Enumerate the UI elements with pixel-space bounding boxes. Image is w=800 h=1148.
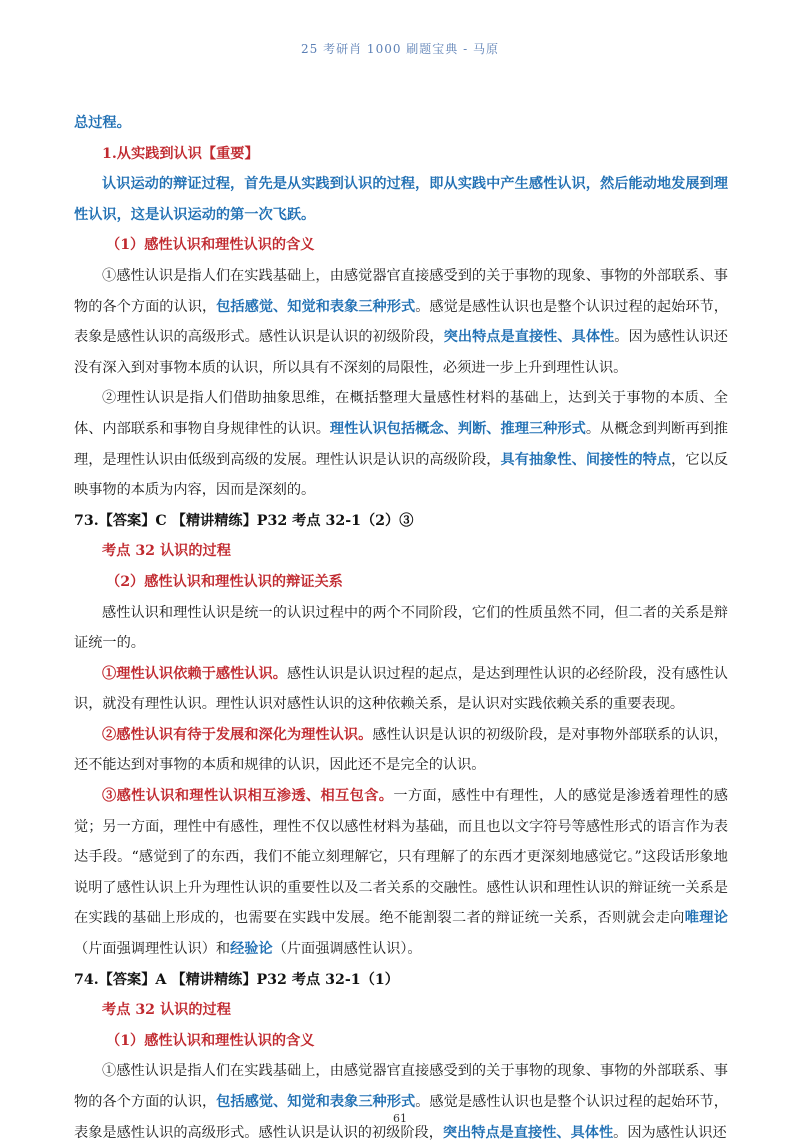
text-run: 考点 32 认识的过程: [102, 1002, 231, 1019]
text-run: 包括感觉、知觉和表象三种形式: [216, 298, 416, 315]
paragraph: [74, 659, 728, 720]
text-run: 唯理论: [684, 910, 728, 927]
text-run: 突出特点是直接性、具体性: [443, 329, 615, 346]
page-header: 25 考研肖 1000 刷题宝典 - 马原: [301, 42, 499, 56]
subheading: [74, 1026, 728, 1057]
paragraph: [74, 261, 728, 383]
text-run: ②理性认识是指人们借助抽象思维，在概括整理大量感性材料的基础上，达到关于事物的本质、全体、内部联系和事物自身规律性的认识。: [74, 390, 728, 437]
text-run: （片面强调理性认识）和: [74, 941, 231, 958]
text-run: 感性认识是认识过程的起点，是达到理性认识的必经阶段，没有感性认识，就没有理性认识。理性认识对感性认识的这种依赖关系，是认识对实践依赖关系的重要表现。: [74, 665, 728, 713]
text-run: ①感性认识是指人们在实践基础上，由感觉器官直接感受到的关于事物的现象、事物的外部联系、事物的各个方面的认识，: [74, 267, 728, 315]
text-run: 突出特点是直接性、具体性: [442, 1124, 614, 1141]
subheading: [74, 230, 728, 261]
text-run: 具有抽象性、间接性的特点: [500, 451, 672, 468]
text-run: （2）感性认识和理性认识的辩证关系: [106, 573, 343, 590]
paragraph: [74, 720, 728, 781]
text-run: ，它以反映事物的本质为内容，因而是深刻的。: [74, 451, 728, 499]
subheading: [74, 567, 728, 598]
paragraph: [74, 781, 728, 965]
text-run: 。感觉是感性认识也是整个认识过程的起始环节，表象是感性认识的高级形式。感性认识是认识的初级阶段，: [74, 298, 728, 346]
text-run: 1.从实践到认识【重要】: [102, 145, 259, 162]
text-run: 73.【答案】C 【精讲精练】P32 考点 32-1（2）③: [74, 512, 414, 529]
answer-line: [74, 506, 728, 537]
paragraph: [74, 169, 728, 230]
text-run: 感性认识和理性认识是统一的认识过程中的两个不同阶段，它们的性质虽然不同，但二者的关系是辩证统一的。: [74, 604, 728, 652]
text-run: （1）感性认识和理性认识的含义: [106, 1032, 315, 1049]
section-heading: [74, 139, 728, 170]
line-continuation: [74, 108, 728, 139]
document-body: [74, 108, 728, 1148]
text-run: 理性认识包括概念、判断、推理三种形式: [329, 420, 586, 437]
page-number: 61: [393, 1112, 407, 1125]
text-run: ①感性认识是指人们在实践基础上，由感觉器官直接感受到的关于事物的现象、事物的外部联系、事物的各个方面的认识，: [74, 1063, 728, 1110]
text-run: 考点 32 认识的过程: [102, 543, 231, 560]
text-run: 一方面，感性中有理性，人的感觉是渗透着理性的感觉；另一方面，理性中有感性，理性不仅以感性材料为基础，而且也以文字符号等感性形式的语言作为表达手段。“感觉到了的东西，我们不能立刻理解它，只有理解了的东西才更深刻地感觉它。”这段话形象地说明了感性认识上升为理性认识的重要性以及二者关系的交融性。感性认识和理性认识的辩证统一关系是在实践的基础上形成的，也需要在实践中发展。绝不能割裂二者的辩证统一关系，否则就会走向: [74, 788, 728, 927]
text-run: 。从概念到判断再到推理，是理性认识由低级到高级的发展。理性认识是认识的高级阶段，: [74, 420, 728, 468]
text-run: 总过程。: [74, 115, 131, 131]
text-run: 74.【答案】A 【精讲精练】P32 考点 32-1（1）: [74, 971, 399, 988]
text-run: （1）感性认识和理性认识的含义: [106, 237, 315, 254]
text-run: 感性认识是认识的初级阶段，是对事物外部联系的认识，还不能达到对事物的本质和规律的认识，因此还不是完全的认识。: [74, 726, 728, 774]
text-run: ③感性认识和理性认识相互渗透、相互包含。: [102, 788, 394, 805]
text-run: 经验论: [230, 941, 273, 958]
section-heading: [74, 995, 728, 1026]
text-run: （片面强调感性认识）。: [272, 941, 422, 958]
section-heading: [74, 536, 728, 567]
text-run: 。感觉是感性认识也是整个认识过程的起始环节，表象是感性认识的高级形式。感性认识是认识的初级阶段，: [74, 1094, 728, 1141]
paragraph: [74, 1056, 728, 1148]
paragraph: [74, 383, 728, 505]
text-run: 。因为感性认识还: [613, 1124, 727, 1141]
text-run: 认识运动的辩证过程，首先是从实践到认识的过程，即从实践中产生感性认识，然后能动地发展到理性认识，这是认识运动的第一次飞跃。: [74, 176, 728, 223]
answer-line: [74, 965, 728, 996]
text-run: 。因为感性认识还没有深入到对事物本质的认识，所以具有不深刻的局限性，必须进一步上升到理性认识。: [74, 329, 728, 376]
text-run: ②感性认识有待于发展和深化为理性认识。: [102, 726, 373, 743]
text-run: ①理性认识依赖于感性认识。: [102, 665, 287, 682]
text-run: 包括感觉、知觉和表象三种形式: [216, 1094, 416, 1110]
paragraph: [74, 598, 728, 659]
